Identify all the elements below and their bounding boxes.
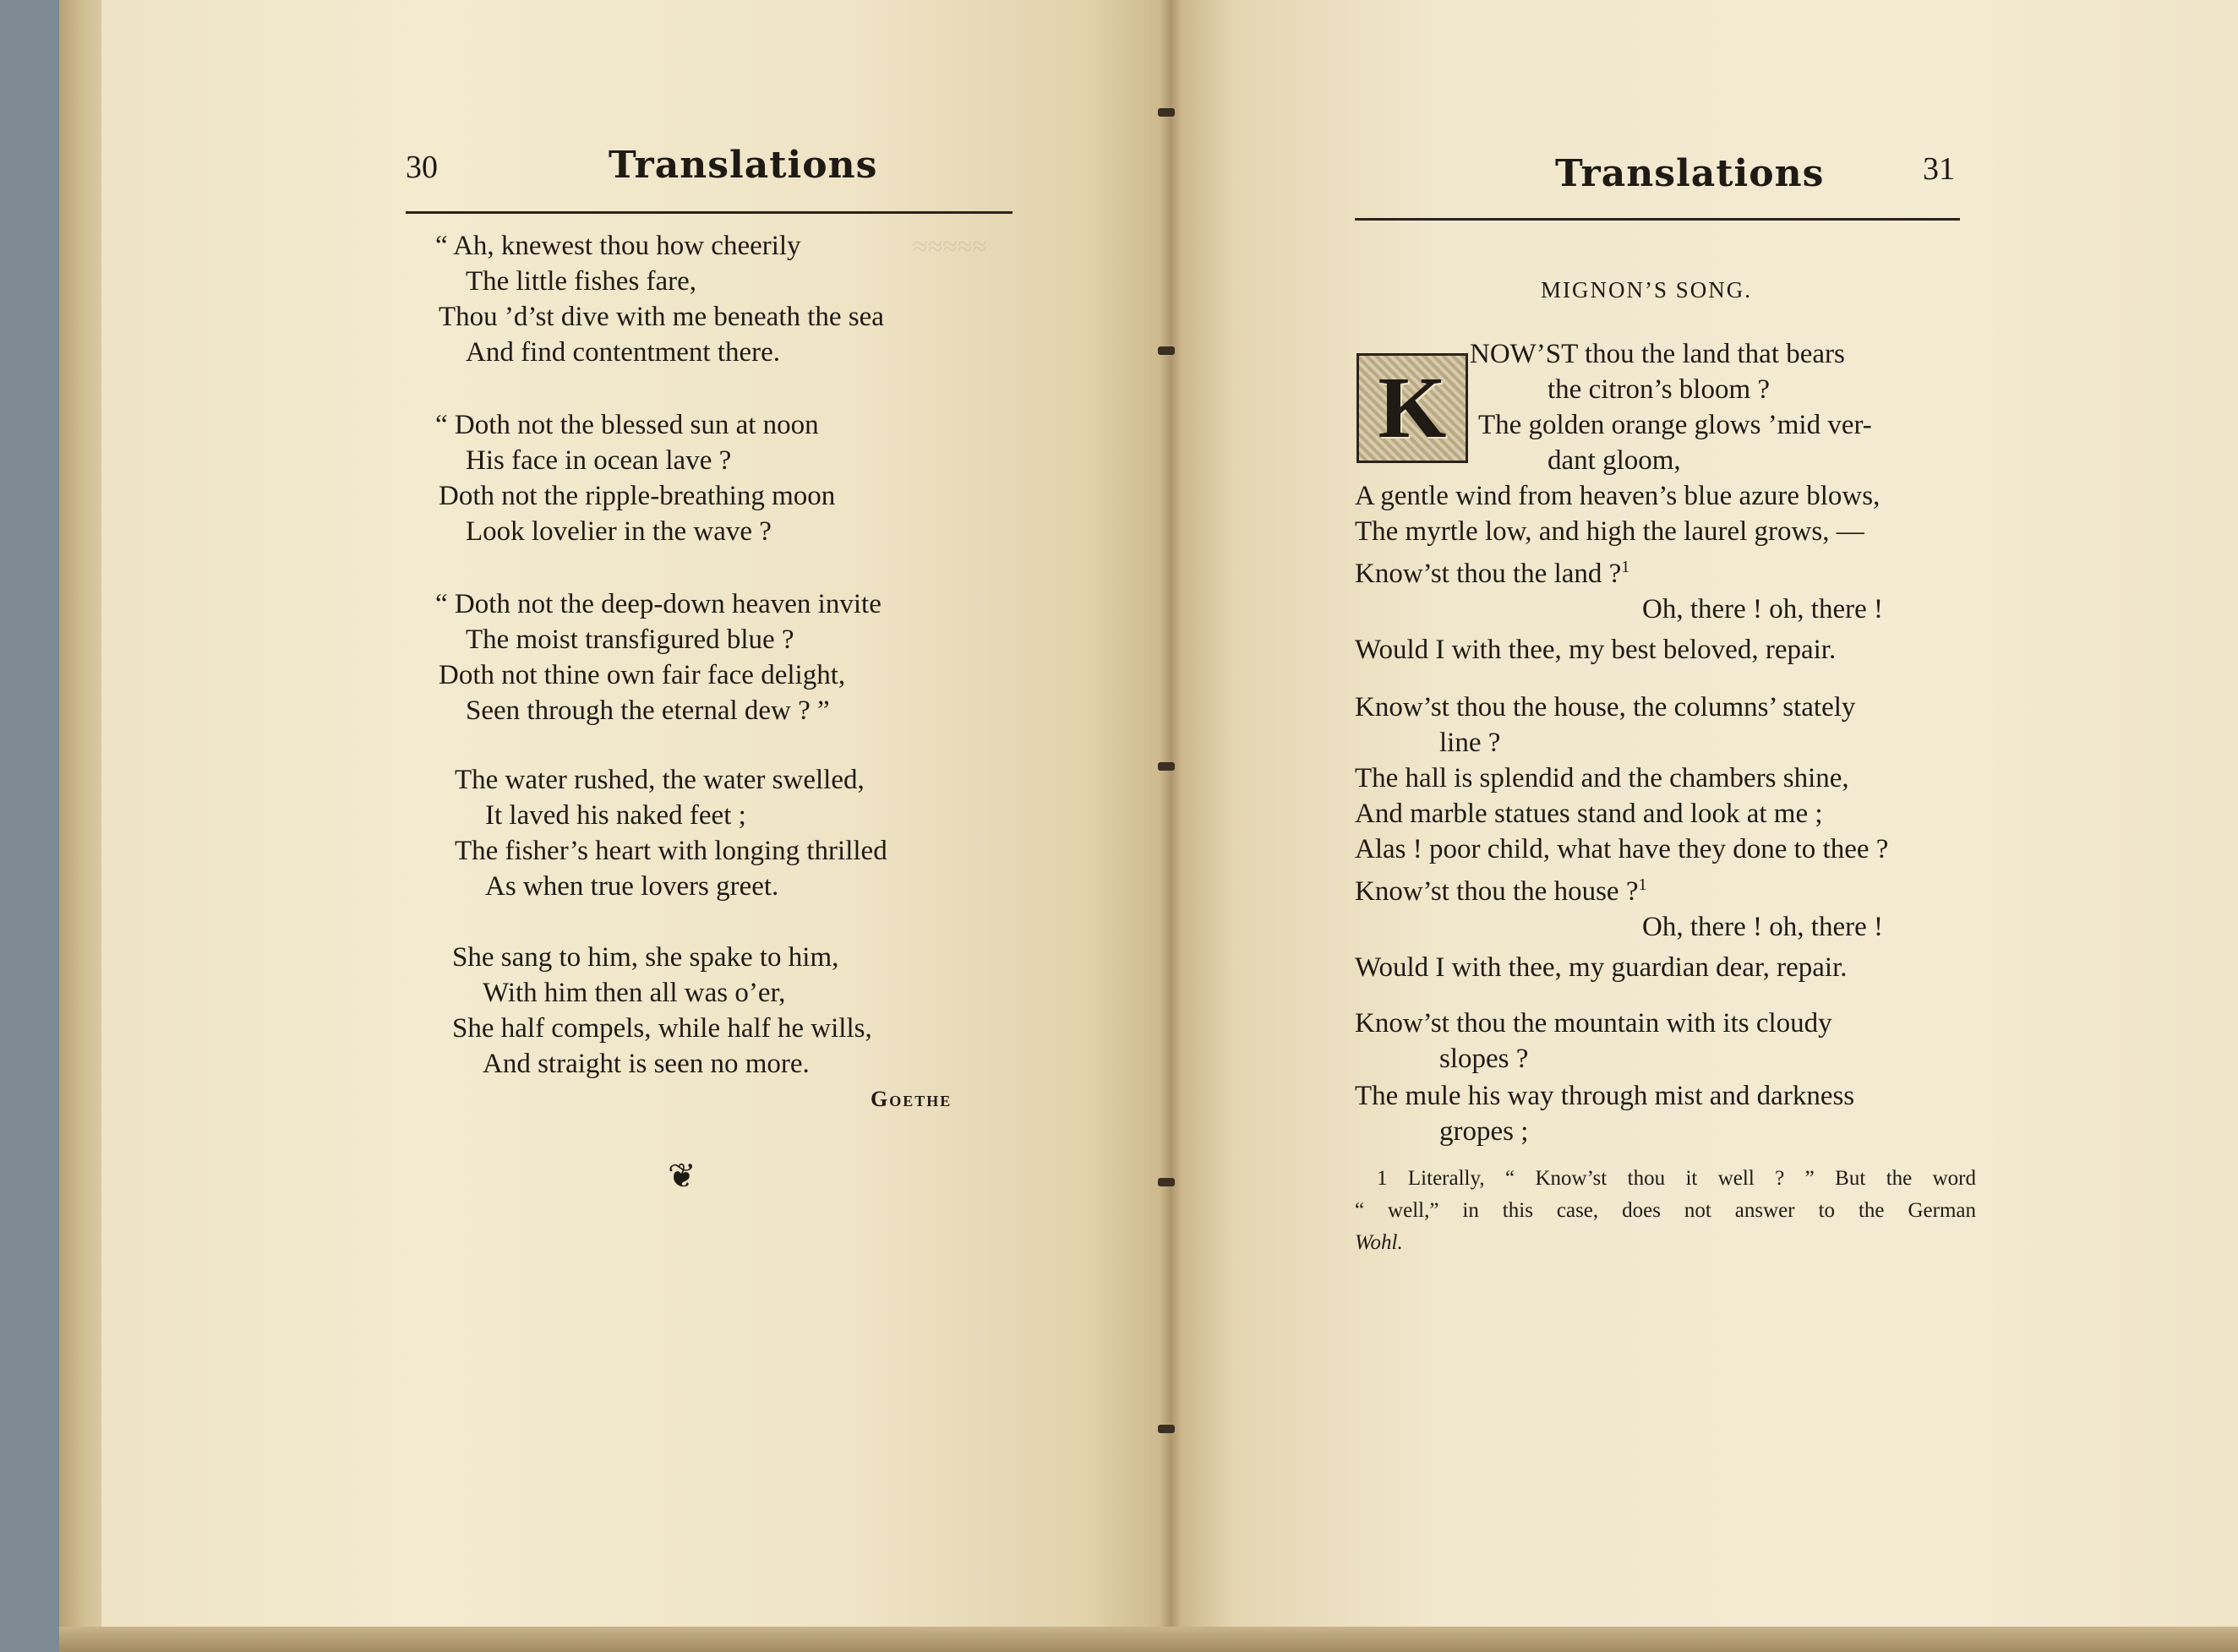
footnote-text: Literally, “ Know’st thou it well ? ” But the word xyxy=(1407,1167,1977,1190)
left-stanza-4 xyxy=(455,762,887,904)
stanza3 xyxy=(1355,1006,1854,1149)
verse-line: She sang to him, she spake to him, xyxy=(452,942,839,973)
left-page-number: 30 xyxy=(406,150,438,185)
footnote-reference: 1 xyxy=(1621,558,1630,576)
verse-line: dant gloom, xyxy=(1547,445,1681,476)
right-page xyxy=(1171,0,2238,1635)
verse-line: With him then all was o’er, xyxy=(483,978,786,1008)
verse-line: And marble statues stand and look at me ; xyxy=(1355,799,1823,829)
verse-line: Doth not thine own fair face delight, xyxy=(439,660,846,690)
left-stanza-1 xyxy=(435,228,884,370)
verse-line: “ Doth not the blessed sun at noon xyxy=(435,410,819,440)
verse-line: Oh, there ! oh, there ! xyxy=(1642,912,1883,942)
verse-line: And find contentment there. xyxy=(466,337,781,368)
verse-line xyxy=(1355,549,1883,592)
verse-line: The golden orange glows ’mid ver- xyxy=(1478,410,1872,440)
stanza1-opening xyxy=(1470,336,1872,478)
binding-stitch xyxy=(1158,762,1175,771)
verse-line: slopes ? xyxy=(1439,1044,1529,1074)
stanza1-body xyxy=(1355,478,1883,668)
verse-line: Would I with thee, my best beloved, repair. xyxy=(1355,635,1837,665)
footnote-line: “ well,” in this case, does not answer to the German xyxy=(1355,1199,1976,1222)
verse-line: And straight is seen no more. xyxy=(483,1049,810,1079)
right-header-rule xyxy=(1355,218,1960,221)
left-stanza-2 xyxy=(435,407,835,549)
verse-line: Alas ! poor child, what have they done to thee ? xyxy=(1355,834,1889,864)
verse-line: It laved his naked feet ; xyxy=(485,800,746,831)
verse-line: the citron’s bloom ? xyxy=(1547,374,1771,405)
author-signature: Goethe xyxy=(871,1087,953,1111)
verse-line: Know’st thou the mountain with its cloudy xyxy=(1355,1008,1832,1039)
footnote-reference: 1 xyxy=(1638,875,1647,894)
verse-line: Know’st thou the house, the columns’ stately xyxy=(1355,692,1856,722)
left-stanza-3 xyxy=(435,586,882,728)
verse-line: She half compels, while half he wills, xyxy=(452,1013,872,1044)
verse-line xyxy=(1355,867,1888,909)
verse-line: As when true lovers greet. xyxy=(485,871,779,902)
verse-line: Would I with thee, my guardian dear, repair. xyxy=(1355,952,1848,983)
verse-text: Know’st thou the house ? xyxy=(1355,876,1639,907)
footnote-line: Wohl. xyxy=(1355,1231,1403,1254)
verse-line: The myrtle low, and high the laurel grows, — xyxy=(1355,516,1864,547)
verse-line: Doth not the ripple-breathing moon xyxy=(439,481,836,511)
illuminated-drop-cap xyxy=(1356,353,1468,463)
verse-line: “ Doth not the deep-down heaven invite xyxy=(435,589,882,619)
right-running-head: Translations xyxy=(1555,152,1825,195)
verse-line: line ? xyxy=(1439,728,1501,758)
verse-line: gropes ; xyxy=(1439,1116,1529,1147)
footnote-marker: 1 xyxy=(1377,1167,1388,1190)
left-header-rule xyxy=(406,211,1013,214)
drop-cap-letter: K xyxy=(1378,359,1447,456)
verse-line: Thou ’d’st dive with me beneath the sea xyxy=(439,302,884,332)
verse-line: Look lovelier in the wave ? xyxy=(466,516,772,547)
right-page-number: 31 xyxy=(1923,151,1955,187)
book-bottom-edge xyxy=(59,1627,2238,1652)
left-stanza-5 xyxy=(452,940,872,1082)
binding-stitch xyxy=(1158,346,1175,355)
verse-line: The little fishes fare, xyxy=(466,266,697,297)
binding-stitch xyxy=(1158,1425,1175,1433)
verse-line: The hall is splendid and the chambers shine, xyxy=(1355,763,1849,793)
verse-line: His face in ocean lave ? xyxy=(466,445,732,476)
binding-stitch xyxy=(1158,1178,1175,1186)
binding-stitch xyxy=(1158,108,1175,117)
poem-title: MIGNON’S SONG. xyxy=(1541,277,1753,303)
verse-line: The moist transfigured blue ? xyxy=(466,624,794,655)
footnote-line xyxy=(1355,1163,1976,1195)
fleuron-ornament: ❦ xyxy=(668,1157,696,1195)
verse-line: Seen through the eternal dew ? ” xyxy=(466,695,830,726)
verse-line: Oh, there ! oh, there ! xyxy=(1642,594,1883,624)
left-running-head: Translations xyxy=(609,144,878,187)
verse-line: NOW’ST thou the land that bears xyxy=(1470,339,1845,369)
left-page xyxy=(101,0,1171,1635)
stanza2 xyxy=(1355,690,1888,985)
verse-line: The mule his way through mist and darkness xyxy=(1355,1081,1855,1111)
show-through-text: ≈≈≈≈≈ xyxy=(913,231,987,261)
verse-line: The water rushed, the water swelled, xyxy=(455,765,865,795)
verse-line: The fisher’s heart with longing thrilled xyxy=(455,836,887,866)
verse-line: “ Ah, knewest thou how cheerily xyxy=(435,231,801,261)
book-gutter xyxy=(1160,0,1182,1635)
verse-text: Know’st thou the land ? xyxy=(1355,559,1622,589)
footnote xyxy=(1355,1163,1976,1259)
verse-line: A gentle wind from heaven’s blue azure blows, xyxy=(1355,481,1880,511)
